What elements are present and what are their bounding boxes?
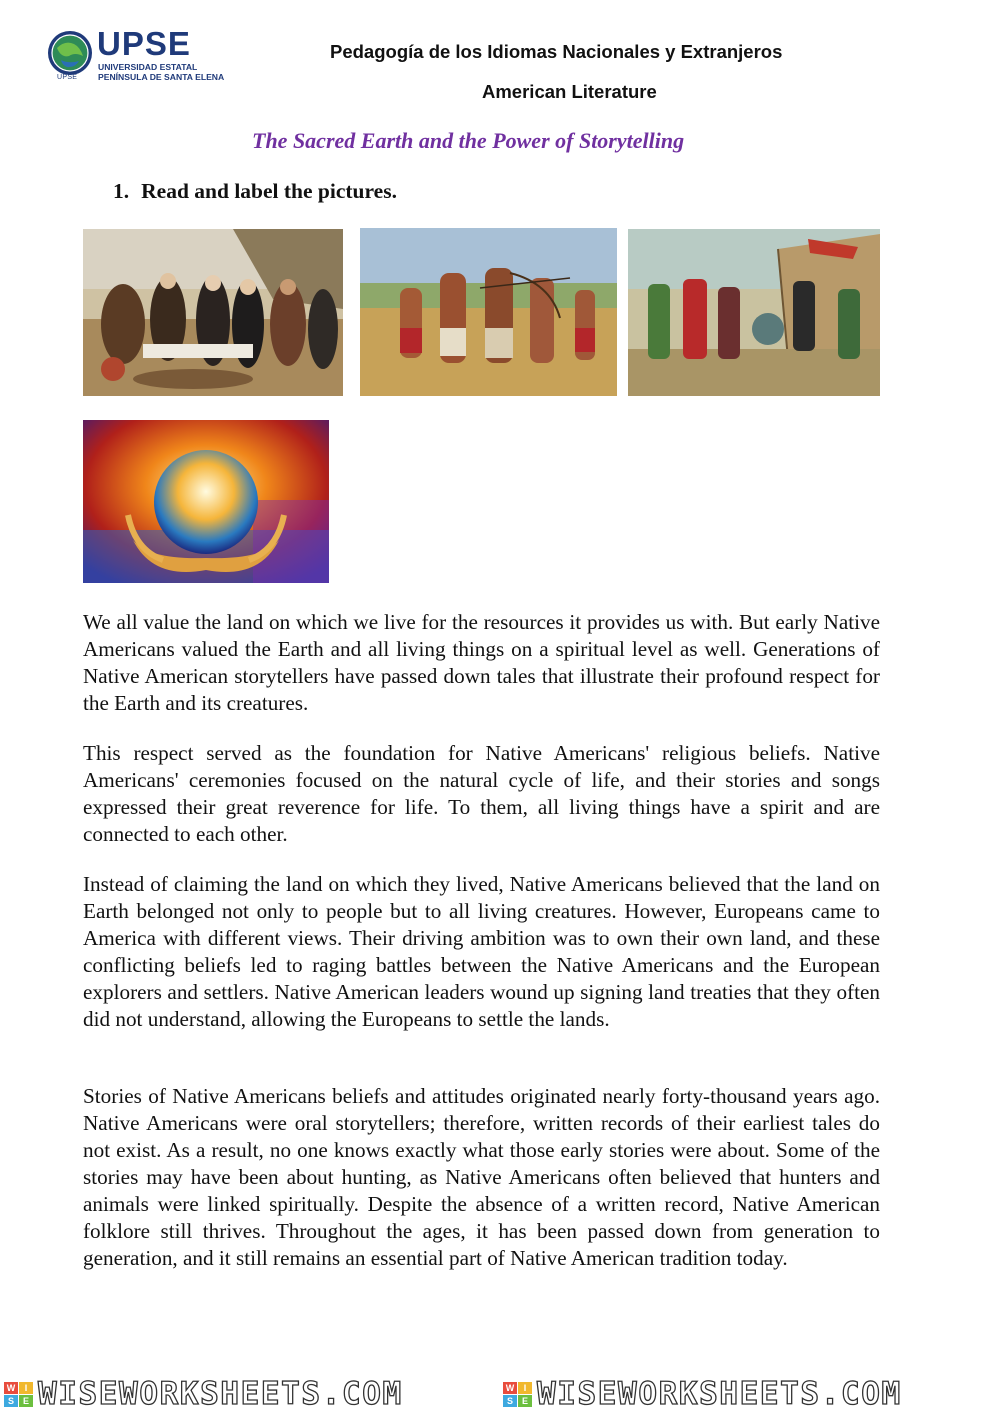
wiseworksheets-logo-icon (503, 1382, 533, 1408)
pilgrims-feast-painting-icon (83, 229, 343, 396)
logo-letter: I (19, 1382, 33, 1394)
logo-caption: UPSE (57, 74, 78, 81)
native-hunters-painting-icon (360, 228, 617, 396)
globe-emblem-icon (47, 30, 93, 76)
logo-letter: E (19, 1395, 33, 1407)
picture-3 (628, 229, 880, 396)
wiseworksheets-logo-icon (4, 1382, 34, 1408)
logo-wordmark: UPSE (97, 25, 191, 62)
picture-4 (83, 420, 329, 583)
logo-letter: I (518, 1382, 532, 1394)
course-name: American Literature (482, 81, 657, 102)
logo-letter: S (503, 1395, 517, 1407)
logo-letter: W (503, 1382, 517, 1394)
paragraph-4: Stories of Native Americans beliefs and attitudes originated nearly forty-thousand years ago. Native Americans were oral storytellers; therefore, written records of their earliest tales do not exist. As a result, no one knows exactly what those early stories were about. Some of the stories may have been about hunting, as Native Americans often believed that hunters and animals were linked spiritually. Despite the absence of a written record, Native American folklore still thrives. Throughout the ages, it has been passed down from generation to generation, and it still remains an essential part of Native American tradition today. (83, 1084, 880, 1270)
picture-1 (83, 229, 343, 396)
logo-letter: E (518, 1395, 532, 1407)
logo-subtitle-line2: PENÍNSULA DE SANTA ELENA (98, 72, 225, 82)
paragraph-2: This respect served as the foundation for Native Americans' religious beliefs. Native Americans' ceremonies focused on the natural cycle of life, and their stories and songs expressed their great reverence for life. To them, all living things have a spirit and are connected to each other. (83, 741, 880, 846)
exercise-instruction (113, 179, 397, 204)
logo-letter: W (4, 1382, 18, 1394)
logo-subtitle-line1: UNIVERSIDAD ESTATAL (98, 62, 198, 72)
program-name: Pedagogía de los Idiomas Nacionales y Extranjeros (330, 41, 783, 62)
paragraph-1: We all value the land on which we live for the resources it provides us with. But early Native Americans valued the Earth and all living things on a spiritual level as well. Generations of Native American storytellers have passed down tales that illustrate their profound respect for the Earth and its creatures. (83, 610, 880, 715)
picture-2 (360, 228, 617, 396)
footer-watermark (0, 1378, 1000, 1410)
exercise-number: 1. (113, 179, 130, 203)
university-logo (47, 25, 277, 86)
paragraph-3: Instead of claiming the land on which they lived, Native Americans believed that the land on Earth belonged not only to people but to all living creatures. However, Europeans came to America with different views. Their driving ambition was to own their own land, and these conflicting beliefs led to raging battles between the Native Americans and the European explorers and settlers. Native American leaders wound up signing land treaties that they often did not understand, allowing the Europeans to settle the lands. (83, 872, 880, 1031)
watermark-text: WISEWORKSHEETS.COM (537, 1376, 902, 1412)
watermark-text: WISEWORKSHEETS.COM (38, 1376, 403, 1412)
exercise-instruction-text: Read and label the pictures. (141, 179, 397, 203)
logo-letter: S (4, 1395, 18, 1407)
explorer-ship-painting-icon (628, 229, 880, 396)
hands-holding-earth-art-icon (83, 420, 329, 583)
worksheet-title: The Sacred Earth and the Power of Storytelling (252, 128, 685, 153)
